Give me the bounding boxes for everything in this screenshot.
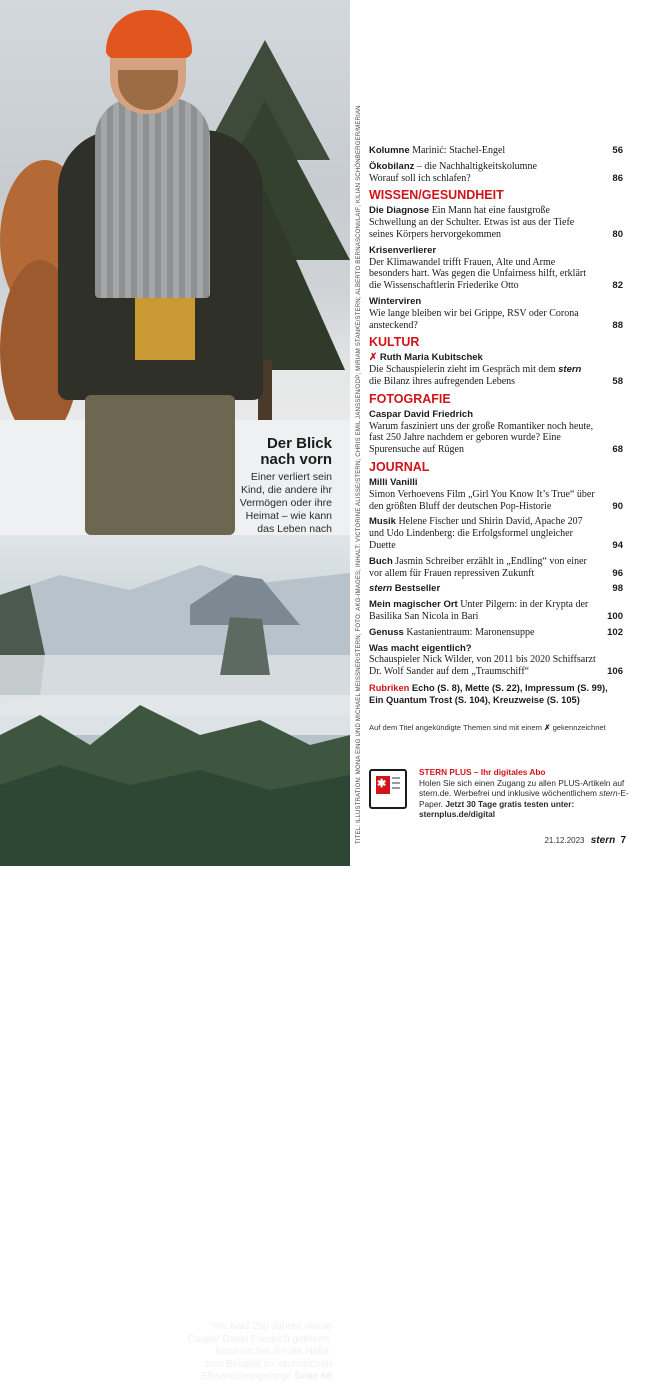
page-number: 58 xyxy=(612,375,623,387)
cover-topics-note: Auf dem Titel angekündigte Themen sind mit einem ✗ gekennzeichnet xyxy=(369,723,606,732)
toc-entry[interactable]: Caspar David Friedrich Warum fasziniert uns der große Romantiker noch heute, fast 250 Jahre nachdem er geboren wurde? Eine Spurensuche auf Rügen 68 xyxy=(369,408,623,456)
toc-entry[interactable]: Musik Helene Fischer und Shirin David, Apache 207 und Udo Lindenberg: die Erfolgsformel ungleicher Duette 94 xyxy=(369,516,623,551)
page-number: 106 xyxy=(607,666,623,678)
section-heading: WISSEN/GESUNDHEIT xyxy=(369,188,504,203)
rubriken-line: Rubriken Echo (S. 8), Mette (S. 22), Impressum (S. 99), Ein Quantum Trost (S. 104), Kreuzweise (S. 105) xyxy=(369,682,608,705)
stern-plus-tablet-icon: ✱ xyxy=(369,769,407,809)
folio-page-number: 7 xyxy=(620,835,626,846)
page-number: 80 xyxy=(612,228,623,240)
toc-entry[interactable]: Milli Vanilli Simon Verhoevens Film „Girl You Know It’s True“ über den größten Bluff der deutschen Pop-Historie 90 xyxy=(369,476,623,512)
stern-plus-text: STERN PLUS – Ihr digitales Abo Holen Sie sich einen Zugang zu allen PLUS-Artikeln auf stern.de. Werbefrei und inklusive wöchentlichem stern-E-Paper. Jetzt 30 Tage gratis testen unter: sternplus.de/digital xyxy=(419,767,629,820)
toc-entry[interactable]: Kolumne Marinić: Stachel-Engel 56 xyxy=(369,145,623,156)
brand-name: stern xyxy=(590,835,616,846)
cover-star-icon: ✗ xyxy=(369,352,378,364)
misty-mountains-illustration xyxy=(0,535,350,866)
toc-entry[interactable]: Genuss Kastanientraum: Maronensuppe 102 xyxy=(369,626,623,638)
toc-entry[interactable]: stern Bestseller 98 xyxy=(369,583,623,595)
page-number: 82 xyxy=(612,280,623,292)
toc-entry[interactable]: Mein magischer Ort Unter Pilgern: in der Krypta der Basilika San Nicola in Bari 100 xyxy=(369,599,623,622)
toc-entry[interactable]: Winterviren Wie lange bleiben wir bei Grippe, RSV oder Corona ansteckend? 88 xyxy=(369,295,623,331)
page-number: 96 xyxy=(612,567,623,579)
page-number: 94 xyxy=(612,539,623,551)
toc-entry[interactable]: Ökobilanz – die Nachhaltigkeitskolumne Worauf soll ich schlafen? 86 xyxy=(369,160,623,184)
caption-headline: Der Blick nach vorn xyxy=(260,435,332,468)
man-scarf xyxy=(95,98,210,298)
caption-headline: Über dem Nebelmeer xyxy=(191,1303,332,1319)
photo-credits: TITEL: ILLUSTRATION: MONA EING UND MICHAEL MEISSNER/STERN; FOTO: AKG-IMAGES; INHALT: VICTORINE ALISSE/STERN; CHRIS EMIL JANSSEN/DDP; MIRIAM STANKE/STERN; ALBERTO BERNASCONI/LAIF; KILIAN SCHÖNBERGER/MERIAN xyxy=(356,105,362,844)
section-heading: FOTOGRAFIE xyxy=(369,391,451,406)
landscape-photo-nebelmeer xyxy=(0,535,350,1382)
caption-body: Vor bald 250 Jahren wurde Caspar David Friedrich geboren. Inspiriert hat ihn die Natur, zum Beispiel im sächsischen Elbsandsteingebirge Seite 68 xyxy=(187,1321,332,1382)
toc-entry[interactable]: ✗ Ruth Maria Kubitschek Die Schauspielerin zieht im Gespräch mit dem stern die Bilanz ihres aufregenden Lebens 58 xyxy=(369,352,623,387)
toc-entry[interactable]: Krisenverlierer Der Klimawandel trifft Frauen, Alte und Arme besonders hart. Was gegen die Unfairness hilft, erklärt die Wissenschaftlerin Friederike Otto 82 xyxy=(369,244,623,292)
table-of-contents xyxy=(369,145,623,706)
toc-entry[interactable]: Was macht eigentlich? Schauspieler Nick Wilder, von 2011 bis 2020 Schiffsarzt Dr. Wolf Sander auf dem „Traumschiff“ 106 xyxy=(369,642,623,678)
page-number: 98 xyxy=(612,583,623,595)
issue-date: 21.12.2023 xyxy=(544,836,585,845)
page-number: 102 xyxy=(607,626,623,638)
page-number: 100 xyxy=(607,610,623,622)
man-orange-hat xyxy=(106,10,192,58)
page-number: 56 xyxy=(612,145,623,156)
page-footer xyxy=(544,835,626,846)
page-number: 86 xyxy=(612,172,623,184)
caption-page-ref[interactable]: Seite 68 xyxy=(294,1371,332,1382)
cover-star-icon: ✗ xyxy=(544,723,551,732)
page-number: 68 xyxy=(612,444,623,456)
stern-plus-link[interactable]: Jetzt 30 Tage gratis testen unter: sternplus.de/digital xyxy=(419,798,575,820)
toc-entry[interactable]: Die Diagnose Ein Mann hat eine faustgroße Schwellung an der Schulter. Etwas ist aus der Tiefe seines Körpers hervorgekommen 80 xyxy=(369,205,623,240)
caption-body: Einer verliert sein Kind, die andere ihr Vermögen oder ihre Heimat – wie kann das Leben nach xyxy=(172,471,332,562)
cover-photo-man-in-winter xyxy=(0,0,350,535)
photo-caption-nebelmeer xyxy=(142,1303,332,1384)
toc-entry[interactable]: Buch Jasmin Schreiber erzählt in „Endling“ von einer vor allem für Frauen repressiven Zukunft 96 xyxy=(369,555,623,579)
section-heading: JOURNAL xyxy=(369,459,430,474)
page-number: 88 xyxy=(612,319,623,331)
page-number: 90 xyxy=(612,500,623,512)
section-heading: KULTUR xyxy=(369,335,420,350)
